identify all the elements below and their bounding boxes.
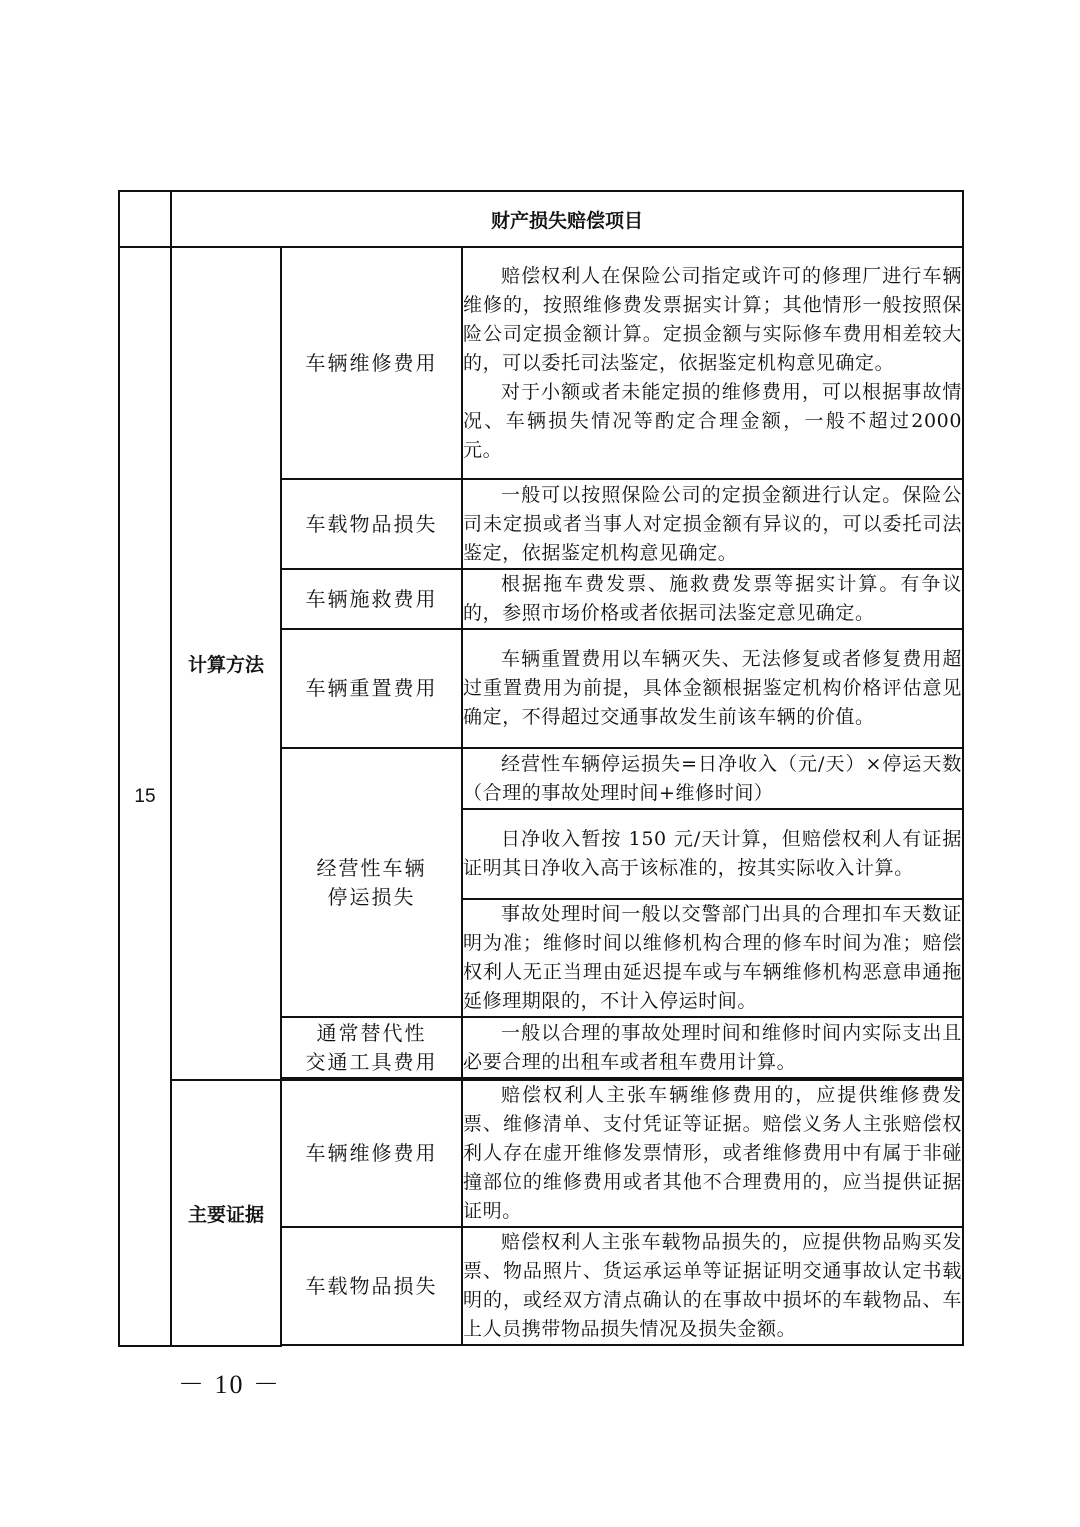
- item-description: [462, 1017, 963, 1078]
- item-label-line: 停运损失: [327, 884, 416, 909]
- item-label: 车辆施救费用: [281, 569, 462, 629]
- item-description: [462, 1080, 963, 1227]
- description-paragraph: 一般可以按照保险公司的定损金额进行认定。保险公司未定损或者当事人对定损金额有异议的，可以委托司法鉴定，依据鉴定机构意见确定。: [463, 483, 963, 564]
- item-label: 车载物品损失: [281, 479, 462, 569]
- item-label: [281, 1017, 462, 1078]
- item-description: [462, 809, 963, 899]
- table-header-row: [119, 191, 963, 247]
- item-description: [462, 748, 963, 809]
- item-description: [462, 569, 963, 629]
- item-label: 车载物品损失: [281, 1227, 462, 1345]
- table-row: [119, 1080, 963, 1227]
- table-title: 财产损失赔偿项目: [171, 191, 963, 247]
- category-calc-method: 计算方法: [171, 247, 281, 1080]
- item-label: 车辆维修费用: [281, 247, 462, 479]
- description-paragraph: 赔偿权利人主张车载物品损失的，应提供物品购买发票、物品照片、货运承运单等证据证明交通事故认定书载明的，或经双方清点确认的在事故中损坏的车载物品、车上人员携带物品损失情况及损失金额。: [463, 1231, 963, 1340]
- description-paragraph: 根据拖车费发票、施救费发票等据实计算。有争议的，参照市场价格或者依据司法鉴定意见确定。: [463, 573, 963, 624]
- item-label: 车辆维修费用: [281, 1080, 462, 1227]
- row-number: 15: [119, 247, 171, 1346]
- category-main-evidence: 主要证据: [171, 1080, 281, 1346]
- compensation-table: [118, 190, 964, 1347]
- item-description: [462, 479, 963, 569]
- item-description: [462, 899, 963, 1017]
- item-label-line: 经营性车辆: [316, 855, 427, 880]
- description-paragraph: 对于小额或者未能定损的维修费用，可以根据事故情况、车辆损失情况等酌定合理金额，一般不超过2000元。: [463, 380, 963, 461]
- description-paragraph: 赔偿权利人主张车辆维修费用的，应提供维修费发票、维修清单、支付凭证等证据。赔偿义务人主张赔偿权利人存在虚开维修发票情形，或者维修费用中有属于非碰撞部位的维修费用或者其他不合理费用的，应当提供证据证明。: [463, 1084, 963, 1222]
- item-label-line: 通常替代性: [316, 1020, 427, 1045]
- item-label: [281, 748, 462, 1017]
- description-paragraph: 日净收入暂按 150 元/天计算，但赔偿权利人有证据证明其日净收入高于该标准的，按其实际收入计算。: [463, 828, 963, 879]
- description-paragraph: 赔偿权利人在保险公司指定或许可的修理厂进行车辆维修的，按照维修费发票据实计算；其他情形一般按照保险公司定损金额计算。定损金额与实际修车费用相差较大的，可以委托司法鉴定，依据鉴定机构意见确定。: [463, 264, 963, 374]
- item-description: [462, 629, 963, 748]
- item-description: [462, 247, 963, 479]
- description-paragraph: 经营性车辆停运损失=日净收入（元/天）×停运天数（合理的事故处理时间+维修时间）: [463, 752, 963, 804]
- item-description: [462, 1227, 963, 1345]
- header-blank-cell: [119, 191, 171, 247]
- page-number: － 10 －: [178, 1370, 282, 1399]
- item-label: 车辆重置费用: [281, 629, 462, 748]
- spacer-cell: [281, 1345, 963, 1346]
- description-paragraph: 一般以合理的事故处理时间和维修时间内实际支出且必要合理的出租车或者租车费用计算。: [463, 1021, 963, 1073]
- table-row: [119, 247, 963, 479]
- description-paragraph: 事故处理时间一般以交警部门出具的合理扣车天数证明为准；维修时间以维修机构合理的修车时间为准；赔偿权利人无正当理由延迟提车或与车辆维修机构恶意串通拖延修理期限的，不计入停运时间。: [463, 903, 963, 1012]
- item-label-line: 交通工具费用: [305, 1049, 438, 1074]
- description-paragraph: 车辆重置费用以车辆灭失、无法修复或者修复费用超过重置费用为前提，具体金额根据鉴定机构价格评估意见确定，不得超过交通事故发生前该车辆的价值。: [463, 648, 963, 728]
